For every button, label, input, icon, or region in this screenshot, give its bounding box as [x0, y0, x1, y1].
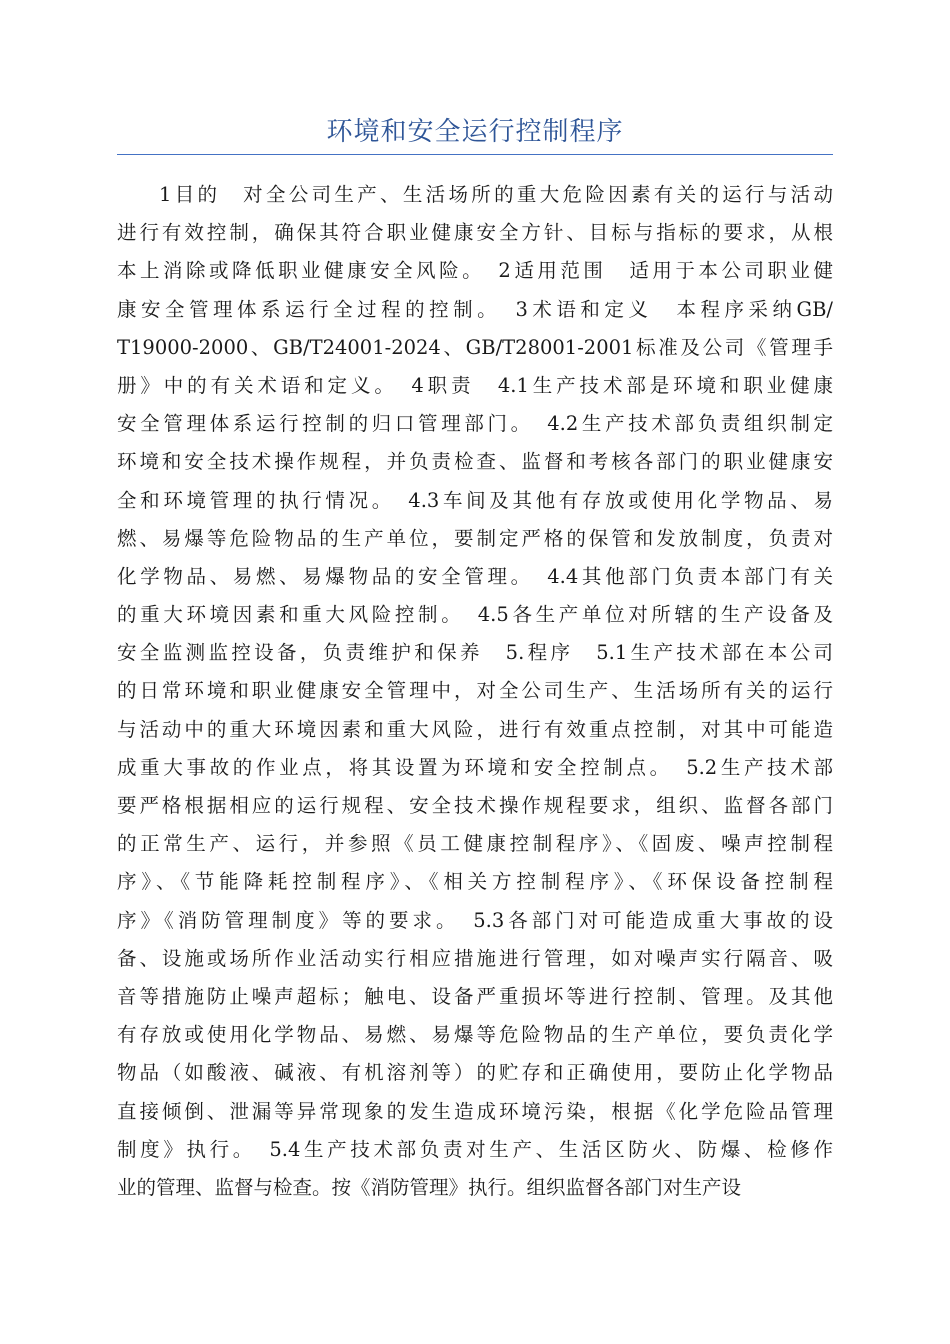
body-line: 的正常生产、运行，并参照《员工健康控制程序》、《固废、噪声控制程 [117, 832, 833, 856]
document-title: 环境和安全运行控制程序 [326, 117, 624, 147]
body-line: 册》中的有关术语和定义。 4职责 4.1生产技术部是环境和职业健康 [117, 373, 833, 397]
body-line: 业的管理、监督与检查。按《消防管理》执行。组织监督各部门对生产设 [117, 1175, 742, 1199]
body-line: 本上消除或降低职业健康安全风险。 2适用范围 适用于本公司职业健 [117, 259, 833, 283]
body-line: 的日常环境和职业健康安全管理中，对全公司生产、生活场所有关的运行 [117, 679, 833, 703]
body-line: 与活动中的重大环境因素和重大风险，进行有效重点控制，对其中可能造 [117, 717, 833, 741]
body-line: 环境和安全技术操作规程，并负责检查、监督和考核各部门的职业健康安 [117, 450, 833, 474]
body-line: 备、设施或场所作业活动实行相应措施进行管理，如对噪声实行隔音、吸 [117, 946, 833, 970]
body-line: 序》、《节能降耗控制程序》、《相关方控制程序》、《环保设备控制程 [117, 870, 833, 894]
body-line: 物品（如酸液、碱液、有机溶剂等）的贮存和正确使用，要防止化学物品 [117, 1061, 833, 1085]
title-underline [117, 154, 833, 155]
body-line: 安全监测监控设备，负责维护和保养 5.程序 5.1生产技术部在本公司 [117, 641, 833, 665]
body-line: 康安全管理体系运行全过程的控制。 3术语和定义 本程序采纳GB/ [117, 297, 833, 321]
body-line: 序》《消防管理制度》等的要求。 5.3各部门对可能造成重大事故的设 [117, 908, 833, 932]
body-line: 全和环境管理的执行情况。 4.3车间及其他有存放或使用化学物品、易 [117, 488, 833, 512]
document-body [117, 176, 833, 1207]
body-line: 有存放或使用化学物品、易燃、易爆等危险物品的生产单位，要负责化学 [117, 1023, 833, 1047]
body-line: T19000-2000、GB/T24001-2024、GB/T28001-2001标准及公司《管理手 [117, 335, 833, 359]
body-line: 进行有效控制，确保其符合职业健康安全方针、目标与指标的要求，从根 [117, 221, 833, 245]
body-line: 音等措施防止噪声超标；触电、设备严重损坏等进行控制、管理。及其他 [117, 984, 833, 1008]
body-line: 直接倾倒、泄漏等异常现象的发生造成环境污染，根据《化学危险品管理 [117, 1099, 833, 1123]
body-line: 燃、易爆等危险物品的生产单位，要制定严格的保管和发放制度，负责对 [117, 526, 833, 550]
body-line: 的重大环境因素和重大风险控制。 4.5各生产单位对所辖的生产设备及 [117, 603, 833, 627]
body-line: 化学物品、易燃、易爆物品的安全管理。 4.4其他部门负责本部门有关 [117, 564, 833, 588]
body-line: 成重大事故的作业点，将其设置为环境和安全控制点。 5.2生产技术部 [117, 755, 833, 779]
body-line: 1目的 对全公司生产、生活场所的重大危险因素有关的运行与活动 [159, 183, 833, 206]
body-line: 制度》执行。 5.4生产技术部负责对生产、生活区防火、防爆、检修作 [117, 1137, 833, 1161]
body-line: 要严格根据相应的运行规程、安全技术操作规程要求，组织、监督各部门 [117, 794, 833, 817]
body-line: 安全管理体系运行控制的归口管理部门。 4.2生产技术部负责组织制定 [117, 412, 833, 436]
